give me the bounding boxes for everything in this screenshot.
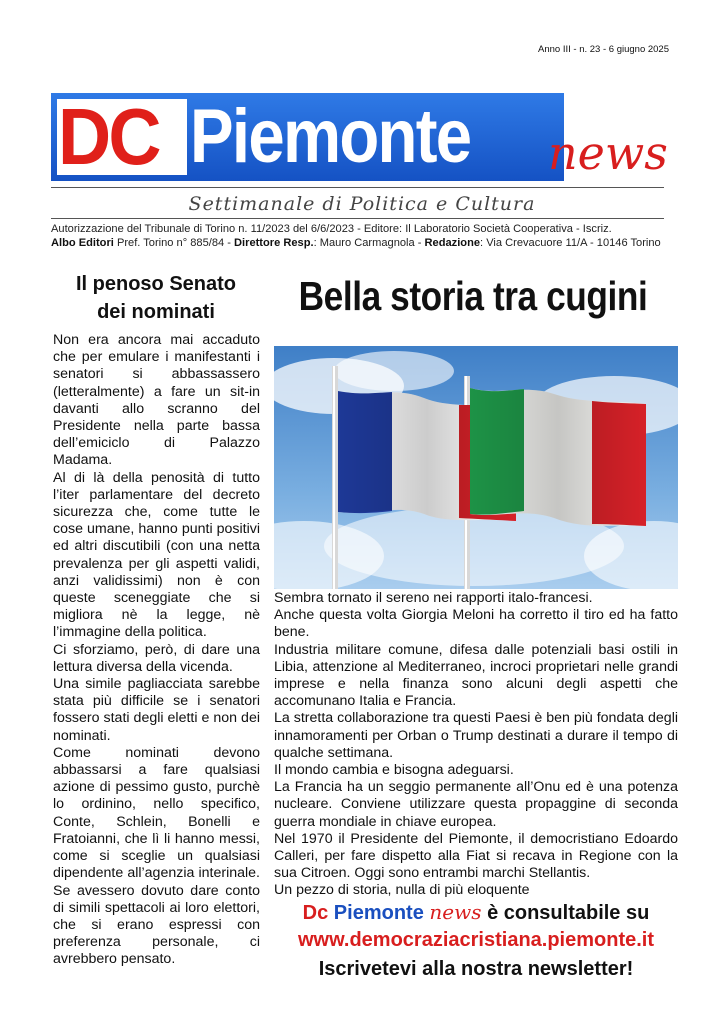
main-paragraph: Nel 1970 il Presidente del Piemonte, il democristiano Edoardo Calleri, per fare dispetto alla Fiat si recava in Regione con la sua Citroen. Oggi sono entrambi marchi Stellantis. — [274, 830, 678, 882]
main-paragraph: Un pezzo di storia, nulla di più eloquente — [274, 882, 530, 899]
main-paragraph: Industria militare comune, difesa dalle potenziali basi ostili in Libia, attenzione al Mediterraneo, incroci proprietari nelle grandi imprese e nella finanza sono alcuni degli aspetti che accomunano Italia e Francia. — [274, 641, 678, 710]
masthead-rule-top — [51, 187, 664, 188]
main-paragraph: Anche questa volta Giorgia Meloni ha corretto il tiro ed ha fatto bene. — [274, 607, 678, 641]
website-link[interactable]: www.democraziacristiana.piemonte.it — [297, 929, 655, 951]
left-paragraph: Come nominati devono abbassarsi a fare qualsiasi azione di pessimo gusto, purchè lo ordinino, nello specifico, Conte, Schlein, Bonelli e Fratoianni, che lì li hanno messi, come si sceglie un qualsiasi dipendente all’agenzia interinale. Se avessero dovuto dare conto di simili spettacoli ai loro elettori, che si erano espressi con preferenza personale, ci avrebbero pensato. — [53, 744, 260, 968]
auth-pref: Pref. Torino n° 885/84 - — [113, 237, 235, 249]
promo-dc: Dc — [302, 902, 329, 924]
authorization-line-2 — [51, 237, 664, 250]
left-title-line-1: Il penoso Senato — [75, 273, 237, 295]
left-paragraph: Al di là della penosità di tutto l’iter parlamentare del decreto sicurezza che, come tutte le cose umane, hanno punti positivi ed altri discutibili (con una netta prevalenza per gli aspetti validi, anzi validissimi) non è con queste sceneggiate che si migliora nè la legge, nè l’immagine della politica. — [53, 469, 260, 641]
left-article-title — [52, 270, 260, 326]
authorization-line-1: Autorizzazione del Tribunale di Torino n. 11/2023 del 6/6/2023 - Editore: Il Laboratorio Società Cooperativa - Iscriz. — [51, 223, 612, 235]
promo-line-1 — [268, 900, 684, 925]
promo-news: news — [429, 900, 482, 924]
newsletter-call: Iscrivetevi alla nostra newsletter! — [318, 958, 634, 980]
tagline: Settimanale di Politica e Cultura — [188, 193, 536, 215]
logo-dc: DC — [58, 92, 159, 181]
main-paragraph: La stretta collaborazione tra questi Paesi è ben più fondata degli innamoramenti per Orban o Trump destinati a durare il tempo di qualche settimana. — [274, 710, 678, 761]
promo-piemonte: Piemonte — [333, 902, 424, 924]
main-paragraph: Il mondo cambia e bisogna adeguarsi. — [274, 762, 514, 779]
left-paragraph: Ci sforziamo, però, di dare una lettura diversa della vicenda. — [53, 641, 260, 675]
logo-news: news — [548, 126, 668, 180]
auth-direttore-name: : Mauro Carmagnola - — [313, 237, 425, 249]
auth-direttore: Direttore Resp. — [234, 237, 314, 249]
left-article-body — [53, 332, 260, 969]
main-article-body — [274, 590, 678, 900]
promo-consult: è consultabile su — [487, 902, 650, 924]
main-paragraph: La Francia ha un seggio permanente all’Onu ed è una potenza nucleare. Conviene utilizzare questa propaggine di seconda guerra mondiale in chiave europea. — [274, 779, 678, 830]
left-paragraph: Una simile pagliacciata sarebbe stata più difficile se i senatori fossero stati degli eletti e non dei nominati. — [53, 676, 260, 744]
flags-photo — [274, 346, 678, 589]
masthead-rule-bottom — [51, 218, 664, 219]
logo-piemonte: Piemonte — [190, 94, 471, 179]
main-paragraph: Sembra tornato il sereno nei rapporti italo-francesi. — [274, 590, 593, 606]
auth-redazione: Redazione — [424, 237, 481, 249]
main-headline: Bella storia tra cugini — [298, 273, 648, 319]
auth-address: : Via Crevacuore 11/A - 10146 Torino — [480, 237, 661, 249]
left-paragraph: Non era ancora mai accaduto che per emulare i manifestanti i senatori si abbassassero (letteralmente) a fare un sit-in davanti allo scranno del Presidente nella parte bassa dell’emiciclo di Palazzo Madama. — [53, 332, 260, 469]
left-title-line-2: dei nominati — [97, 301, 215, 323]
issue-line: Anno III - n. 23 - 6 giugno 2025 — [538, 44, 669, 55]
auth-albo: Albo Editori — [51, 237, 114, 249]
